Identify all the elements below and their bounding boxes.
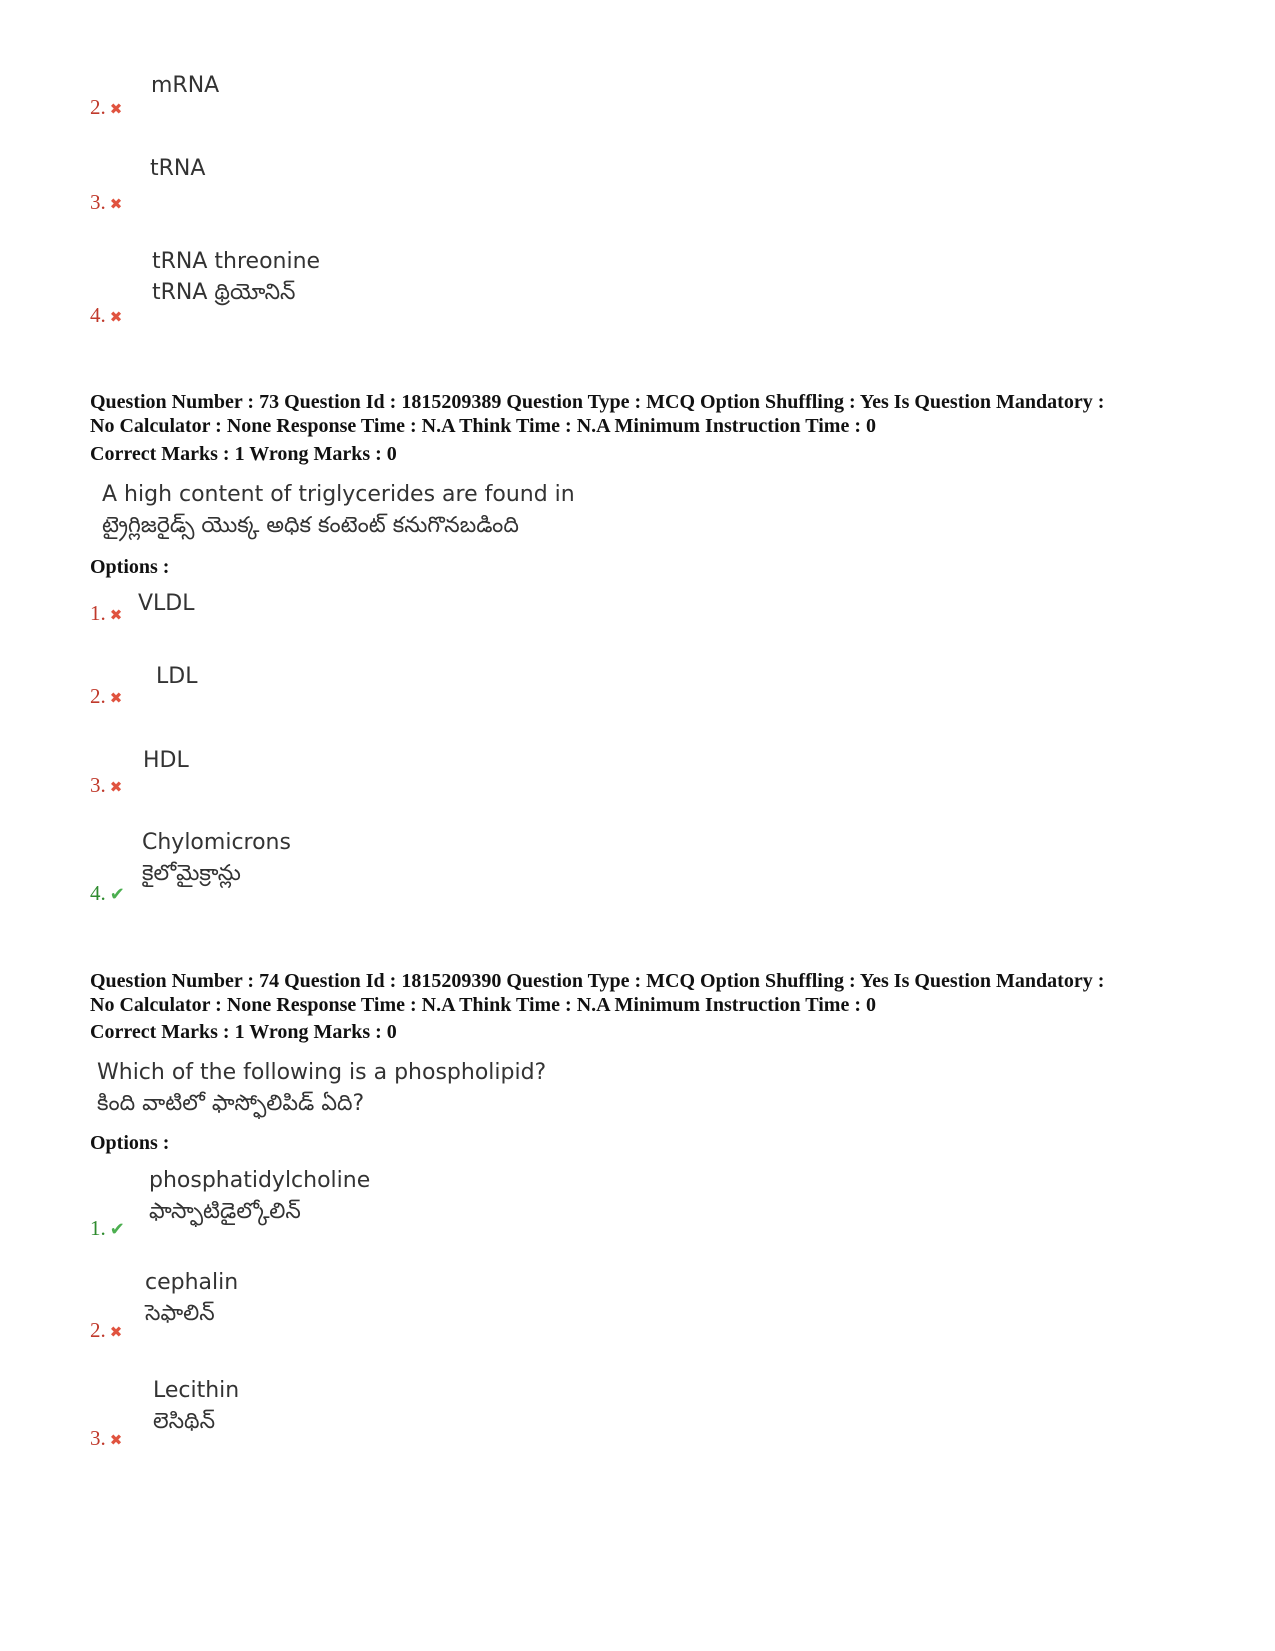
question-text: Which of the following is a phospholipid? [97, 1060, 547, 1085]
question-meta [90, 969, 1210, 1017]
option-number-row [90, 684, 122, 709]
option-number: 1. [90, 601, 106, 625]
cross-icon: ✖ [109, 606, 123, 624]
question-text: A high content of triglycerides are found in [102, 482, 575, 507]
option-number-row [90, 601, 122, 626]
option-number-row [90, 881, 125, 906]
option-text-telugu: ఫాస్ఫాటిడైల్కోలిన్ [149, 1199, 301, 1224]
option-text: phosphatidylcholine [149, 1168, 371, 1193]
option-text: tRNA [150, 156, 206, 181]
option-text-telugu: సెఫాలిన్ [145, 1301, 215, 1326]
option-text: mRNA [151, 73, 220, 98]
question-meta-line1: Question Number : 74 Question Id : 1815209390 Question Type : MCQ Option Shuffling : Yes Is Question Mandatory : [90, 970, 1105, 992]
cross-icon: ✖ [109, 778, 123, 796]
option-number: 2. [90, 95, 106, 119]
cross-icon: ✖ [109, 1431, 123, 1449]
cross-icon: ✖ [109, 195, 123, 213]
option-number-row [90, 95, 122, 120]
option-text: Lecithin [153, 1378, 240, 1403]
option-number: 2. [90, 684, 106, 708]
option-number-row [90, 303, 122, 328]
cross-icon: ✖ [109, 689, 123, 707]
option-number-row [90, 1426, 122, 1451]
option-number-row [90, 1318, 122, 1343]
question-text-telugu: కింది వాటిలో ఫాస్ఫోలిపిడ్ ఏది? [97, 1091, 365, 1116]
option-text: LDL [156, 664, 198, 689]
question-marks: Correct Marks : 1 Wrong Marks : 0 [90, 1021, 397, 1043]
option-number-row [90, 773, 122, 798]
option-text: tRNA threonine [152, 249, 321, 274]
question-meta-line2: No Calculator : None Response Time : N.A Think Time : N.A Minimum Instruction Time : 0 [90, 415, 876, 437]
option-text: VLDL [138, 591, 195, 616]
cross-icon: ✖ [109, 1323, 123, 1341]
option-number: 1. [90, 1216, 106, 1240]
option-number-row [90, 1216, 125, 1241]
question-marks: Correct Marks : 1 Wrong Marks : 0 [90, 443, 397, 465]
option-text: Chylomicrons [142, 830, 291, 855]
option-number-row [90, 190, 122, 215]
question-meta-line2: No Calculator : None Response Time : N.A Think Time : N.A Minimum Instruction Time : 0 [90, 994, 876, 1016]
question-meta [90, 390, 1210, 438]
question-meta-line1: Question Number : 73 Question Id : 1815209389 Question Type : MCQ Option Shuffling : Yes Is Question Mandatory : [90, 391, 1105, 413]
option-number: 2. [90, 1318, 106, 1342]
options-label: Options : [90, 1132, 170, 1154]
check-icon: ✔ [109, 884, 125, 905]
check-icon: ✔ [109, 1219, 125, 1240]
option-number: 3. [90, 1426, 106, 1450]
option-number: 4. [90, 303, 106, 327]
options-label: Options : [90, 556, 170, 578]
option-text-telugu: లెసిథిన్ [153, 1409, 216, 1434]
cross-icon: ✖ [109, 308, 123, 326]
option-number: 3. [90, 773, 106, 797]
option-text: cephalin [145, 1270, 239, 1295]
cross-icon: ✖ [109, 100, 123, 118]
question-text-telugu: ట్రైగ్లిజరైడ్స్ యొక్క అధిక కంటెంట్ కనుగొనబడింది [102, 513, 519, 538]
option-number: 3. [90, 190, 106, 214]
option-text: HDL [143, 748, 189, 773]
option-text-telugu: కైలోమైక్రాన్లు [142, 861, 241, 886]
option-text-telugu: tRNA థ్రియోనిన్ [152, 280, 296, 305]
option-number: 4. [90, 881, 106, 905]
